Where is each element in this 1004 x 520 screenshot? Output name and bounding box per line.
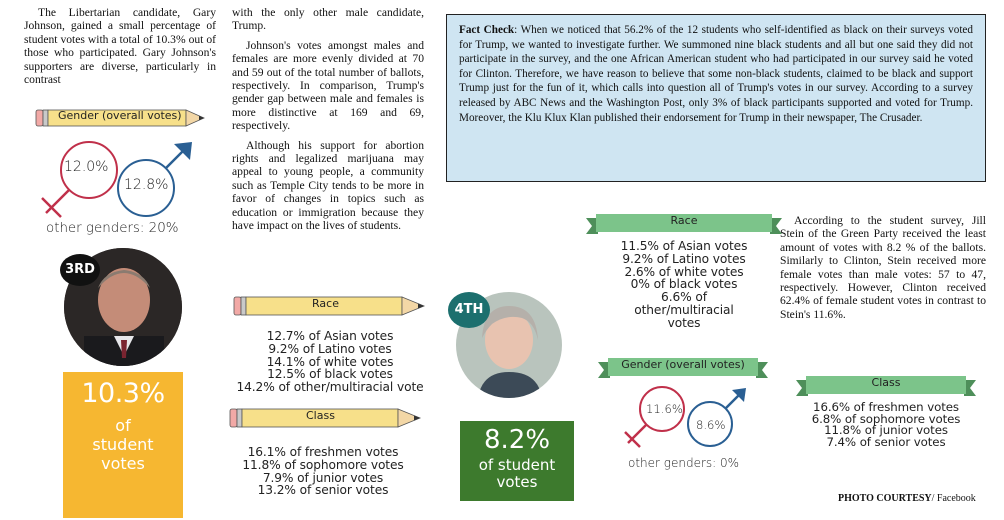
johnson-total-pct: 10.3% bbox=[81, 378, 165, 409]
johnson-total-label: of student votes bbox=[92, 416, 154, 473]
stein-total-pct: 8.2% bbox=[483, 425, 551, 455]
johnson-article-col2 bbox=[232, 6, 424, 233]
stein-race-label: Race bbox=[670, 214, 698, 227]
list-item: 2.6% of white votes bbox=[624, 264, 744, 279]
johnson-female-pct: 12.0% bbox=[64, 159, 109, 175]
fact-check-text: : When we noticed that 56.2% of the 12 students who self-identified as black on their surveys voted for Trump, we wanted to investigate further. We summoned nine black students and all but one said they did not participate in the survey, and the one African American student who had participated in our survey said he voted for Clinton. Therefore, we have reason to believe that some non-black students, claimed to be black and support Trump just for the fun of it, which calls into question all of Trump's votes in our survey. According to a survey released by ABC News and the Washington Post, only 3% of black participants supported and voted for Trump. Moreover, the Klu Klux Klan published their endorsement for Trump in their newspaper, The Crusader. bbox=[459, 24, 973, 124]
johnson-gender-pencil bbox=[34, 108, 216, 130]
list-item: 6.8% of sophomore votes bbox=[811, 411, 961, 426]
johnson-para1: The Libertarian candidate, Gary Johnson, gained a small percentage of student votes with a total of 10.3% out of those who participated. Gary Johnson's supporters are diverse, particularly in contrast bbox=[24, 6, 216, 87]
list-item: 11.5% of Asian votes bbox=[620, 239, 748, 253]
stein-total-label: of student votes bbox=[478, 456, 556, 491]
list-item: 7.9% of junior votes bbox=[262, 470, 384, 485]
johnson-male-pct: 12.8% bbox=[124, 177, 169, 193]
female-symbol-icon bbox=[42, 142, 117, 217]
photo-credit-source: / Facebook bbox=[931, 493, 976, 504]
list-item: 14.1% of white votes bbox=[266, 354, 394, 369]
list-item: 12.5% of black votes bbox=[267, 367, 393, 382]
stein-rank: 4TH bbox=[454, 302, 484, 317]
stein-class-label: Class bbox=[871, 376, 901, 389]
photo-credit bbox=[838, 493, 976, 504]
johnson-para3: Although his support for abortion rights and legalized marijuana may appeal to young people, a community such as Temple City tends to be more in favor of changes in topics such as education or immigration because they have impact on the lives of students. bbox=[232, 138, 424, 233]
johnson-class-list bbox=[222, 446, 424, 497]
johnson-gender-symbols bbox=[34, 138, 204, 228]
list-item: 16.6% of freshmen votes bbox=[813, 400, 959, 414]
fact-check-heading: Fact Check bbox=[459, 24, 515, 36]
list-item: 0% of black votes bbox=[630, 277, 738, 292]
johnson-article-col1 bbox=[24, 6, 216, 86]
johnson-other-genders: other genders: 20% bbox=[46, 221, 179, 236]
stein-female-pct: 11.6% bbox=[646, 402, 683, 416]
female-symbol-icon bbox=[625, 387, 684, 447]
stein-race-list bbox=[586, 240, 782, 330]
johnson-race-list bbox=[222, 330, 438, 394]
list-item: 11.8% of sophomore votes bbox=[242, 457, 404, 472]
johnson-class-label: Class bbox=[306, 409, 335, 422]
list-item: 7.4% of senior votes bbox=[826, 434, 946, 449]
stein-gender-label: Gender (overall votes) bbox=[621, 358, 745, 371]
stein-gender-symbols bbox=[620, 384, 770, 454]
johnson-rank-badge bbox=[60, 254, 100, 286]
list-item: 14.2% of other/multiracial vote bbox=[236, 380, 424, 395]
johnson-class-pencil bbox=[228, 406, 428, 432]
johnson-race-pencil bbox=[232, 294, 432, 320]
stein-male-pct: 8.6% bbox=[696, 418, 726, 432]
johnson-para2: Johnson's votes amongst males and females are more evenly divided at 70 and 59 out of the total number of ballots, respectively. In comparison, Trump's gender gap between male and females is more distinctive at 169 and 69, respectively. bbox=[232, 38, 424, 133]
johnson-total-box bbox=[63, 372, 183, 518]
stein-rank-badge bbox=[448, 292, 490, 328]
stein-other-genders: other genders: 0% bbox=[628, 456, 740, 470]
fact-check-box bbox=[446, 14, 986, 182]
johnson-rank: 3RD bbox=[65, 262, 95, 277]
stein-para: According to the student survey, Jill Stein of the Green Party received the least amount of votes with 8.2 % of the ballots. Similarly to Clinton, Stein received more female votes than male votes: 57 to 47, respectively. However, Clinton received 62.4% of female student votes in contrast to Stein's 11.6%. bbox=[780, 214, 986, 321]
list-item: 9.2% of Latino votes bbox=[622, 251, 746, 266]
stein-total-box bbox=[460, 421, 574, 501]
list-item: 13.2% of senior votes bbox=[257, 483, 389, 498]
list-item: 12.7% of Asian votes bbox=[266, 329, 394, 343]
list-item: 11.8% of junior votes bbox=[824, 423, 948, 438]
johnson-para1-cont: with the only other male candidate, Trump. bbox=[232, 6, 424, 33]
photo-credit-bold: PHOTO COURTESY bbox=[838, 493, 932, 504]
list-item: 16.1% of freshmen votes bbox=[247, 445, 399, 459]
johnson-race-label: Race bbox=[312, 297, 339, 310]
stein-article bbox=[780, 214, 986, 321]
list-item: 6.6% of other/multiracial votes bbox=[634, 290, 734, 330]
johnson-gender-label: Gender (overall votes) bbox=[58, 109, 182, 122]
stein-class-list bbox=[796, 402, 976, 448]
male-symbol-icon bbox=[688, 388, 746, 446]
list-item: 9.2% of Latino votes bbox=[268, 341, 392, 356]
